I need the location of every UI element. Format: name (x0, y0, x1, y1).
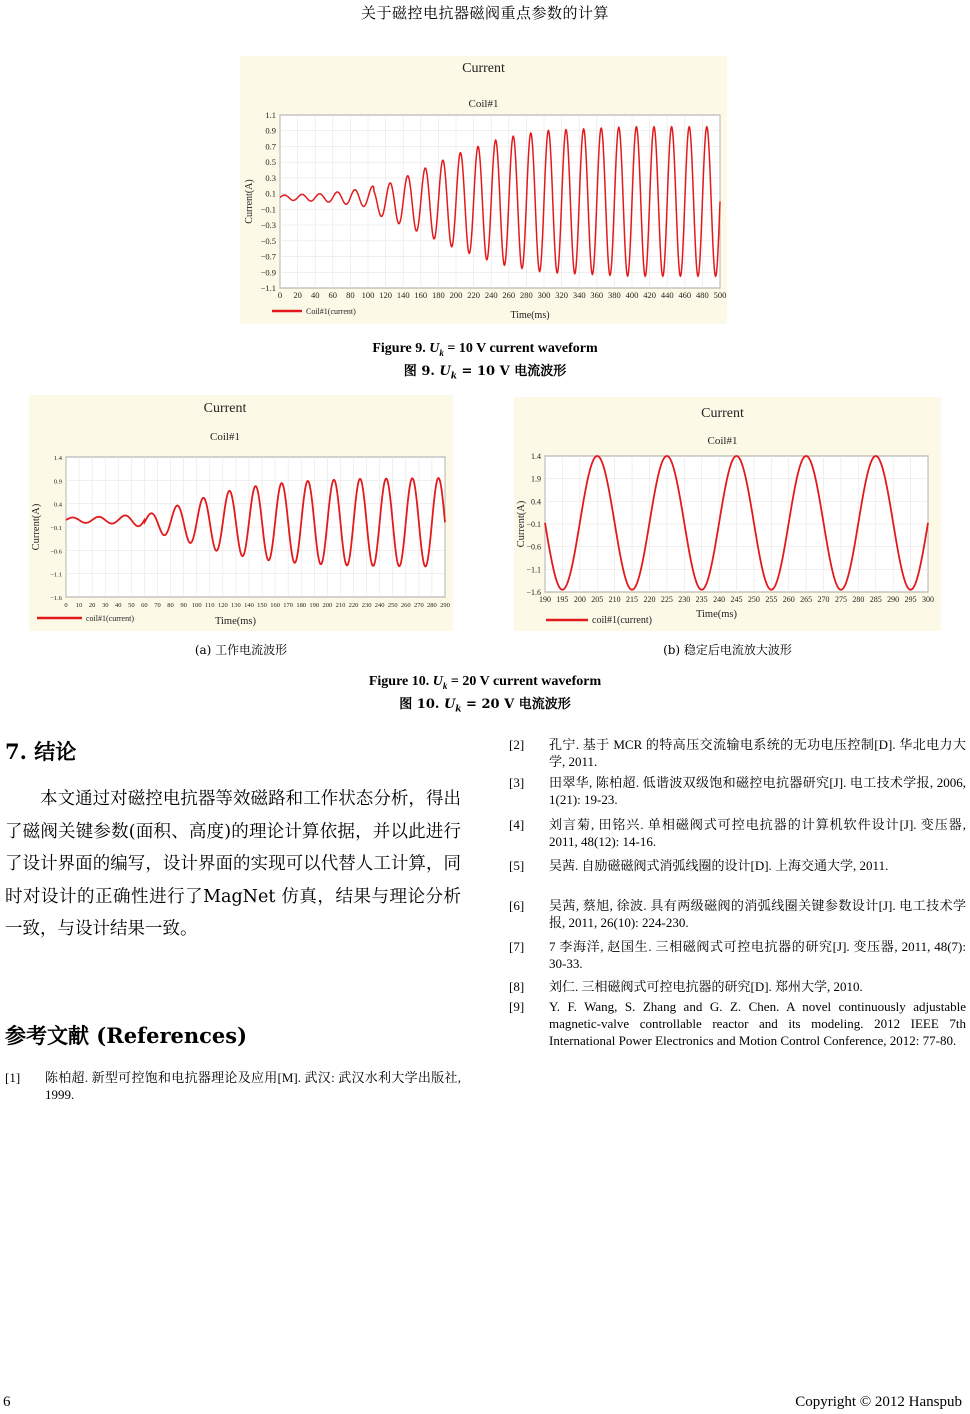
figure10-caption-zh: 图 10. $U_k = 20$ V 电流波形 (399, 697, 571, 715)
x-tick-label: 80 (346, 290, 355, 300)
y-tick-label: 1.4 (53, 455, 62, 462)
x-tick-label: 20 (88, 602, 96, 609)
y-tick-label: 0.4 (53, 501, 62, 509)
y-tick-label: −0.6 (526, 542, 541, 552)
x-tick-label: 295 (904, 595, 917, 604)
y-tick-label: −1.1 (526, 565, 541, 575)
x-tick-label: 10 (75, 602, 83, 609)
figure10b-subcaption: (b) 稳定后电流放大波形 (663, 643, 792, 657)
reference-item: [5] 吴茜. 自励磁磁阀式消弧线圈的设计[D]. 上海交通大学, 2011. (509, 858, 889, 873)
x-tick-label: 260 (400, 602, 411, 609)
x-tick-label: 380 (608, 290, 621, 300)
y-tick-label: −1.1 (50, 571, 62, 579)
x-tick-label: 255 (765, 595, 778, 604)
x-tick-label: 250 (387, 602, 398, 609)
x-tick-label: 420 (643, 290, 656, 300)
x-tick-label: 170 (283, 602, 294, 609)
x-tick-label: 225 (660, 595, 673, 604)
x-tick-label: 440 (660, 290, 674, 300)
x-tick-label: 60 (328, 290, 338, 300)
x-tick-label: 240 (374, 602, 385, 609)
y-tick-label: 1.4 (531, 452, 541, 461)
x-tick-label: 230 (678, 595, 691, 604)
x-tick-label: 270 (413, 602, 424, 609)
x-tick-label: 220 (643, 595, 656, 604)
x-tick-label: 120 (379, 290, 392, 300)
x-tick-label: 190 (309, 602, 320, 609)
x-tick-label: 200 (322, 602, 333, 609)
legend-label: Coil#1(current) (306, 307, 356, 316)
x-tick-label: 300 (922, 595, 934, 604)
x-tick-label: 130 (231, 602, 241, 609)
x-tick-label: 280 (427, 602, 437, 609)
x-tick-label: 210 (608, 595, 621, 604)
figure9-chart (240, 56, 727, 324)
x-tick-label: 190 (539, 595, 551, 604)
y-tick-label: −0.1 (50, 525, 62, 532)
y-tick-label: −0.7 (260, 251, 276, 262)
x-tick-label: 360 (590, 290, 604, 300)
reference-item: [9] Y. F. Wang, S. Zhang and G. Z. Chen. A novel continuously adjustable magnetic-valve controllable reactor and its modeling. 2012 IEEE 7th International Power Electronics and Motion Control Conference, 2012: 77-80. (509, 999, 966, 1048)
figure9-caption-zh: 图 9. $U_k = 10$ V 电流波形 (403, 364, 567, 382)
x-tick-label: 270 (817, 595, 830, 604)
y-tick-label: 0.7 (265, 141, 276, 152)
x-tick-label: 250 (747, 595, 760, 604)
x-tick-label: 480 (696, 290, 709, 300)
references-heading: 参考文献 (References) (5, 1023, 248, 1048)
x-tick-label: 0 (277, 290, 283, 300)
x-tick-label: 220 (467, 290, 480, 300)
x-tick-label: 300 (537, 290, 551, 300)
x-tick-label: 100 (191, 602, 202, 609)
page-number: 6 (3, 1394, 11, 1410)
y-tick-label: −1.6 (526, 588, 541, 597)
chart-subtitle: Coil#1 (468, 98, 499, 110)
x-axis-label: Time(ms) (695, 609, 738, 620)
x-tick-label: 280 (520, 290, 533, 300)
x-tick-label: 160 (270, 602, 280, 609)
y-tick-label: 0.9 (53, 478, 62, 486)
reference-item: [3] 田翠华, 陈柏超. 低谐波双级饱和磁控电抗器研究[J]. 电工技术学报, 2006, 1(21): 19-23. (509, 775, 966, 807)
x-tick-label: 180 (432, 290, 445, 300)
x-tick-label: 500 (713, 290, 727, 300)
figure10a-chart (29, 395, 453, 631)
y-tick-label: 0.1 (265, 188, 276, 199)
figure10-caption-en: Figure 10. $U_k = 20$ V current waveform (368, 674, 602, 691)
x-tick-label: 150 (257, 602, 267, 609)
y-tick-label: −1.1 (260, 283, 276, 293)
x-axis-label: Time(ms) (510, 310, 550, 321)
figure9-caption-en: Figure 9. $U_k = 10$ V current waveform (372, 341, 598, 358)
x-tick-label: 220 (348, 602, 359, 609)
x-tick-label: 285 (869, 595, 882, 604)
y-tick-label: 1.9 (531, 474, 541, 484)
chart-subtitle: Coil#1 (210, 431, 240, 443)
x-tick-label: 160 (414, 290, 428, 300)
x-tick-label: 205 (591, 595, 604, 604)
x-tick-label: 400 (625, 290, 639, 300)
y-tick-label: 0.5 (265, 157, 276, 168)
x-tick-label: 240 (713, 595, 726, 604)
chart-title: Current (462, 61, 505, 76)
x-tick-label: 235 (695, 595, 708, 604)
x-tick-label: 460 (678, 290, 692, 300)
legend-label: coil#1(current) (592, 615, 652, 626)
x-tick-label: 180 (296, 602, 307, 609)
reference-item: [8] 刘仁. 三相磁阀式可控电抗器的研究[D]. 郑州大学, 2010. (509, 979, 863, 994)
y-tick-label: −0.1 (260, 204, 276, 215)
reference-item: [7] 7 李海洋, 赵国生. 三相磁阀式可控电抗器的研究[J]. 变压器, 2011, 48(7): 30-33. (509, 939, 966, 971)
x-tick-label: 215 (626, 595, 639, 604)
chart-subtitle: Coil#1 (707, 435, 738, 447)
y-axis-label: Current(A) (31, 503, 42, 551)
reference-item: [1] 陈柏超. 新型可控饱和电抗器理论及应用[M]. 武汉: 武汉水利大学出版社, 1999. (5, 1070, 461, 1102)
x-tick-label: 260 (782, 595, 795, 604)
x-tick-label: 290 (887, 595, 900, 604)
x-axis-label: Time(ms) (214, 616, 257, 627)
y-tick-label: −1.6 (50, 595, 62, 602)
x-tick-label: 140 (396, 290, 410, 300)
x-tick-label: 260 (502, 290, 516, 300)
y-tick-label: −0.9 (260, 267, 276, 278)
x-tick-label: 280 (852, 595, 865, 604)
x-tick-label: 240 (484, 290, 498, 300)
x-tick-label: 200 (573, 595, 586, 604)
x-tick-label: 290 (440, 602, 450, 609)
y-tick-label: −0.1 (526, 520, 541, 529)
x-tick-label: 265 (800, 595, 813, 604)
reference-item: [4] 刘言菊, 田铭兴. 单相磁阀式可控电抗器的计算机软件设计[J]. 变压器, 2011, 48(12): 14-16. (509, 817, 966, 849)
x-tick-label: 200 (449, 290, 463, 300)
legend-label: coil#1(current) (86, 614, 134, 623)
y-tick-label: 0.9 (265, 125, 276, 136)
figure10b-chart (514, 397, 941, 631)
y-tick-label: −0.6 (50, 548, 62, 556)
x-tick-label: 210 (335, 602, 346, 609)
x-tick-label: 120 (217, 602, 228, 609)
conclusion-paragraph: 本文通过对磁控电抗器等效磁路和工作状态分析，得出了磁阀关键参数(面积、高度)的理论计算依据，并以此进行了设计界面的编写，设计界面的实现可以代替人工计算，同时对设计的正确性进行了MagNet 仿真，结果与理论分析一致，与设计结果一致。 (5, 789, 461, 939)
running-header (0, 2, 970, 23)
y-axis-label: Current(A) (516, 500, 527, 548)
y-tick-label: −0.3 (260, 220, 276, 231)
y-axis-label: Current(A) (244, 179, 255, 224)
y-tick-label: 1.1 (265, 110, 276, 120)
x-tick-label: 100 (361, 290, 375, 300)
x-tick-label: 40 (310, 290, 320, 300)
x-tick-label: 40 (115, 602, 122, 609)
x-tick-label: 30 (101, 602, 109, 609)
x-tick-label: 195 (556, 595, 569, 604)
x-tick-label: 110 (205, 602, 215, 609)
x-tick-label: 340 (572, 290, 586, 300)
reference-item: [2] 孔宁. 基于 MCR 的特高压交流输电系统的无功电压控制[D]. 华北电力大学, 2011. (509, 737, 966, 769)
y-tick-label: 0.3 (265, 172, 276, 183)
x-tick-label: 20 (293, 290, 302, 300)
x-tick-label: 70 (154, 602, 161, 609)
y-tick-label: −0.5 (260, 235, 276, 246)
x-tick-label: 80 (167, 602, 174, 609)
chart-title: Current (203, 401, 247, 416)
x-tick-label: 90 (180, 602, 187, 609)
x-tick-label: 320 (555, 290, 568, 300)
x-tick-label: 0 (64, 602, 68, 609)
copyright: Copyright © 2012 Hanspub (795, 1394, 962, 1410)
x-tick-label: 230 (361, 602, 372, 609)
y-tick-label: 0.4 (531, 497, 541, 507)
figure10a-subcaption: (a) 工作电流波形 (194, 643, 288, 657)
reference-item: [6] 吴茜, 蔡旭, 徐波. 具有两级磁阀的消弧线圈关键参数设计[J]. 电工技术学报, 2011, 26(10): 224-230. (509, 898, 966, 930)
x-tick-label: 140 (244, 602, 254, 609)
header-title: 关于磁控电抗器磁阀重点参数的计算 (360, 4, 609, 22)
chart-title: Current (701, 406, 744, 421)
x-tick-label: 245 (730, 595, 743, 604)
x-tick-label: 50 (128, 602, 135, 609)
x-tick-label: 60 (141, 602, 148, 609)
section-7-heading: 7. 结论 (5, 739, 77, 764)
x-tick-label: 275 (834, 595, 847, 604)
